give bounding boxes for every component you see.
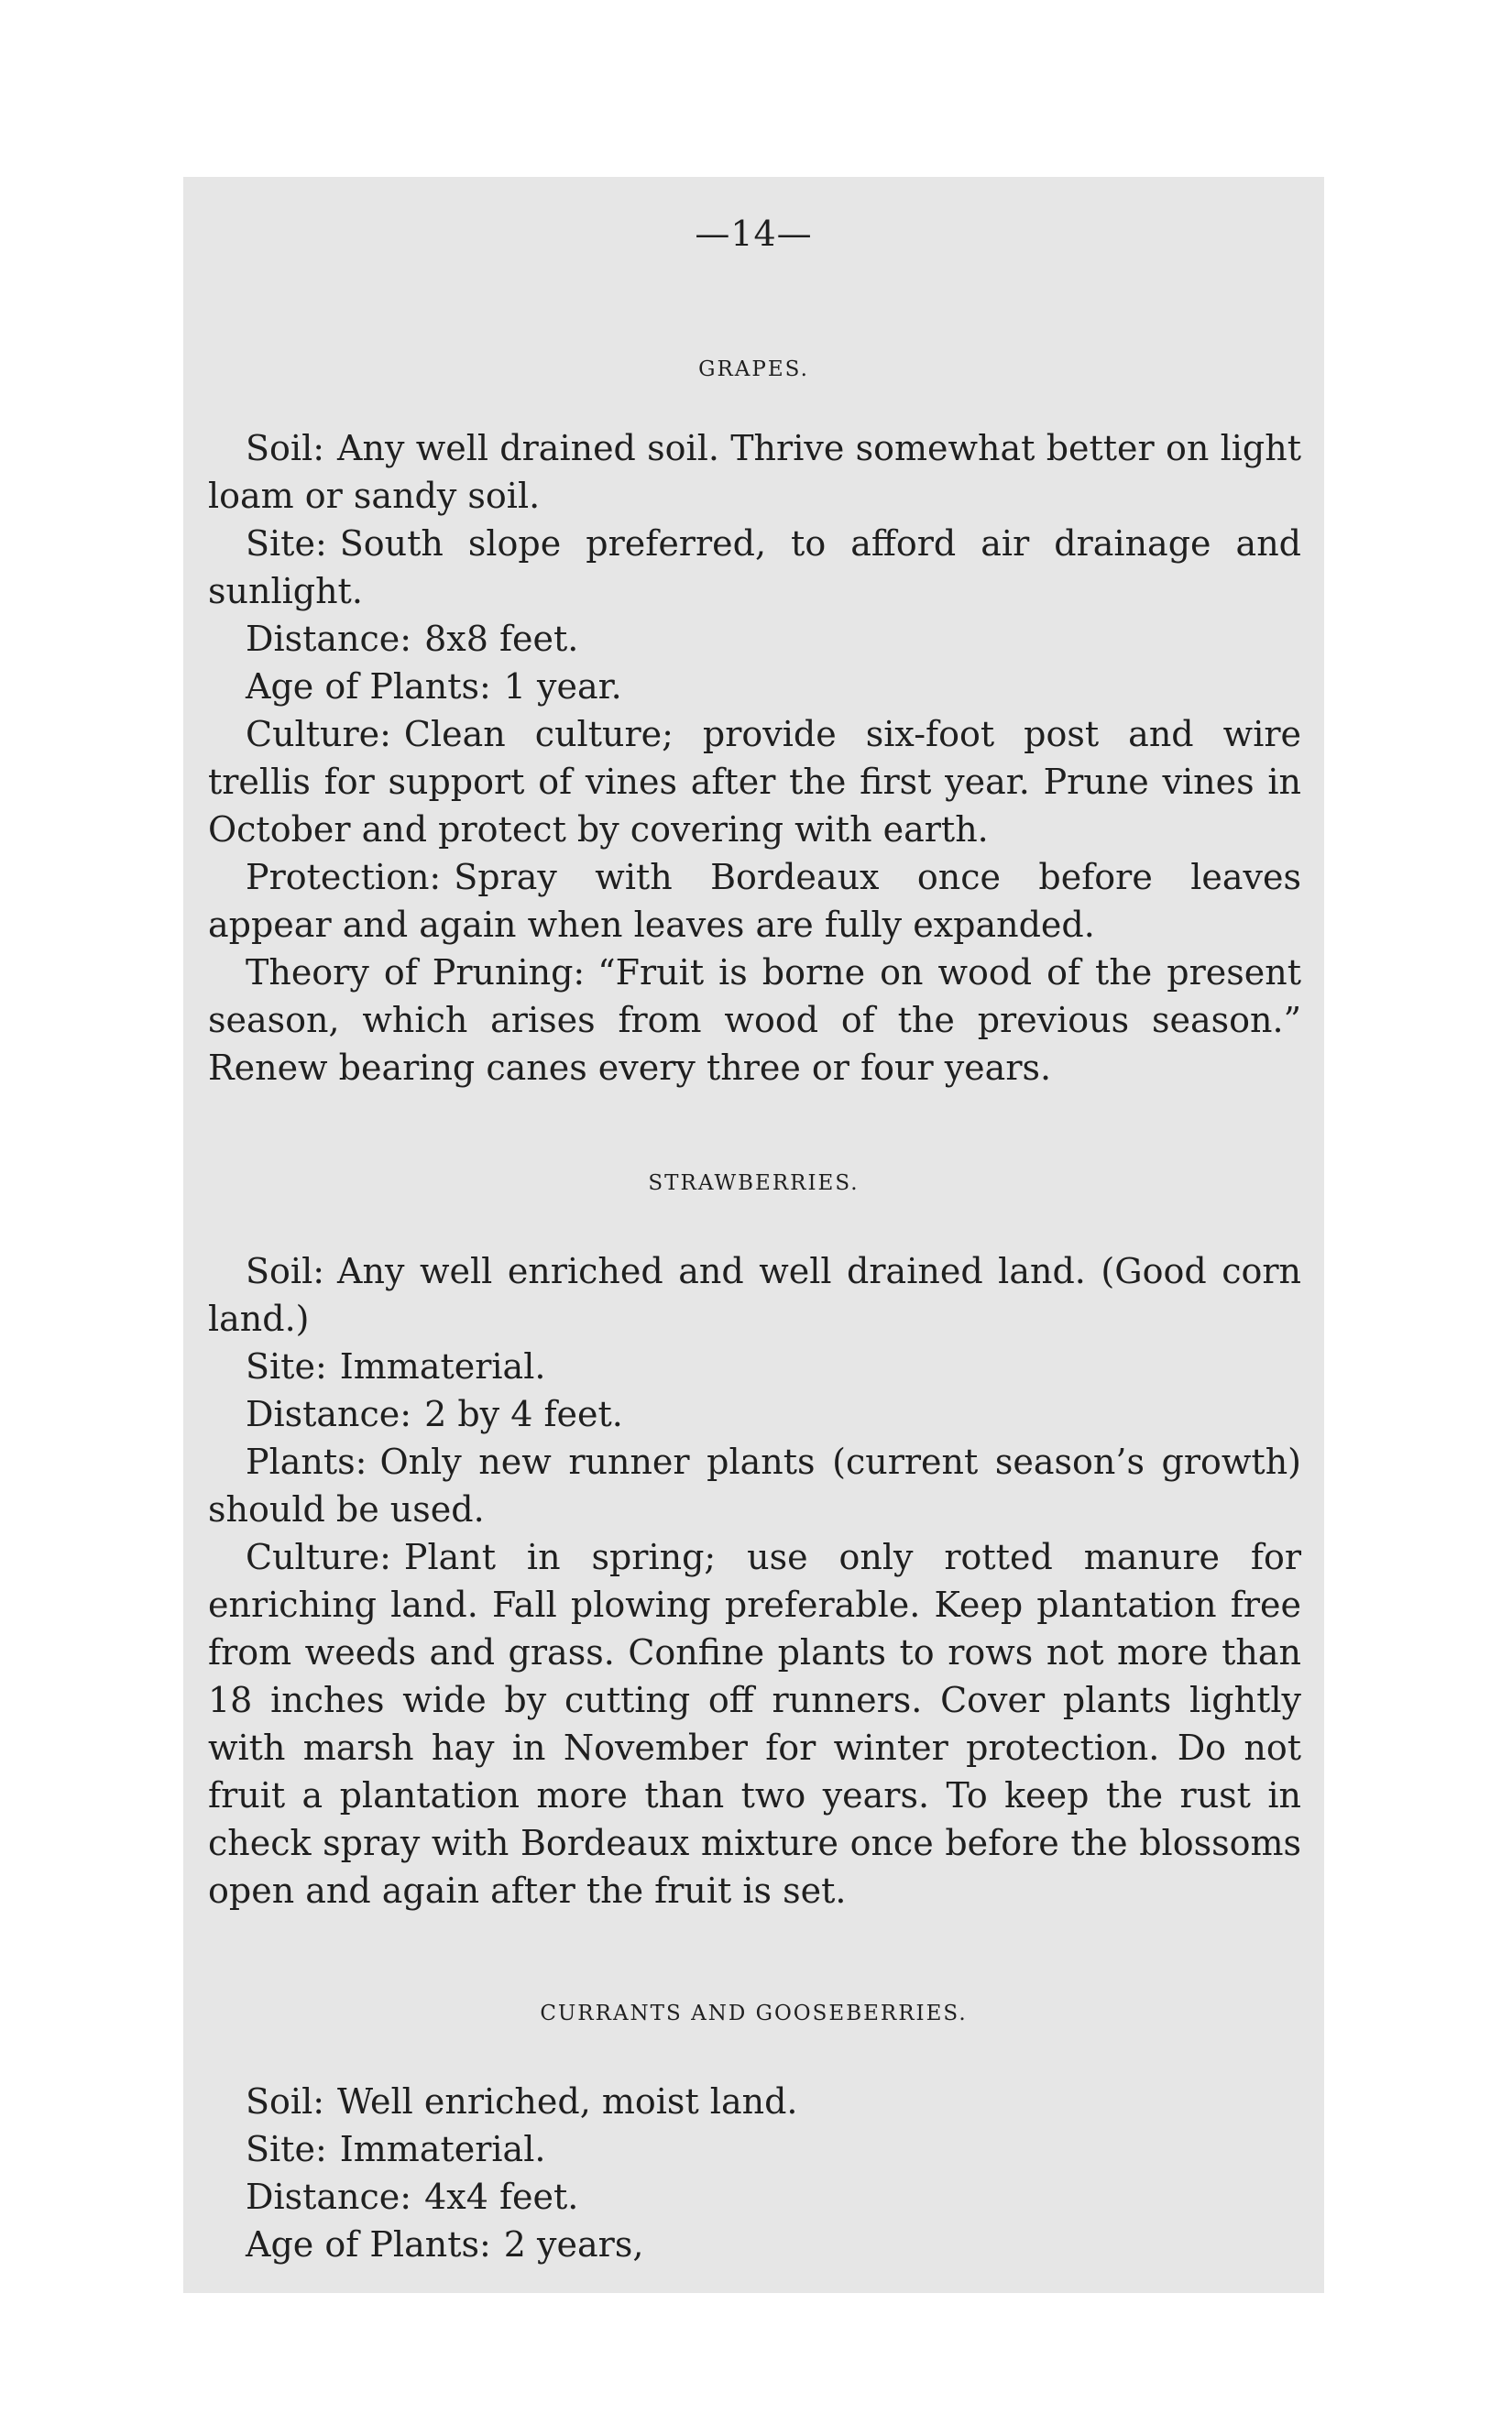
- entry-label: Protection:: [246, 857, 442, 897]
- entry-label: Distance:: [246, 2177, 412, 2217]
- section-heading-grapes: GRAPES.: [698, 357, 809, 381]
- entry-text: 4x4 feet.: [424, 2177, 579, 2217]
- section-grapes: [208, 424, 1301, 1092]
- entry-text: Any well enriched and well drained land. (Good corn land.): [208, 1251, 1301, 1339]
- entry-text: Only new runner plants (current season’s growth) should be used.: [208, 1442, 1301, 1530]
- entry-text: Any well drained soil. Thrive somewhat better on light loam or sandy soil.: [208, 428, 1301, 516]
- entry-label: Soil:: [246, 2081, 325, 2122]
- entry-grapes-soil: [208, 424, 1301, 520]
- entry-text: Immaterial.: [339, 1346, 546, 1387]
- entry-label: Age of Plants:: [246, 2224, 491, 2265]
- section-strawberries: [208, 1247, 1301, 1915]
- entry-text: Well enriched, moist land.: [337, 2081, 798, 2122]
- entry-text: “Fruit is borne on wood of the present season, which arises from wood of the previous season.” Renew bearing canes every three or four years.: [208, 952, 1301, 1088]
- entry-currants-age: [208, 2221, 1301, 2268]
- entry-text: 1 year.: [503, 666, 622, 707]
- entry-label: Plants:: [246, 1442, 367, 1482]
- entry-label: Distance:: [246, 619, 412, 659]
- entry-text: Spray with Bordeaux once before leaves appear and again when leaves are fully expanded.: [208, 857, 1301, 945]
- entry-text: South slope preferred, to afford air drainage and sunlight.: [208, 523, 1301, 611]
- entry-text: Plant in spring; use only rotted manure for enriching land. Fall plowing preferable. Keep plantation free from weeds and grass. Confine plants to rows not more than 18 inches wide by cutting off runners. Cover plants lightly with marsh hay in November for winter protection. Do not fruit a plantation more than two years. To keep the rust in check spray with Bordeaux mixture once before the blossoms open and again after the fruit is set.: [208, 1537, 1301, 1911]
- entry-label: Site:: [246, 1346, 327, 1387]
- entry-strawberries-plants: [208, 1438, 1301, 1533]
- entry-text: 8x8 feet.: [424, 619, 579, 659]
- entry-strawberries-soil: [208, 1247, 1301, 1343]
- entry-strawberries-culture: [208, 1533, 1301, 1915]
- entry-grapes-protection: [208, 853, 1301, 949]
- entry-label: Theory of Pruning:: [246, 952, 586, 993]
- entry-currants-site: [208, 2125, 1301, 2173]
- entry-label: Site:: [246, 523, 327, 564]
- entry-label: Culture:: [246, 1537, 391, 1577]
- entry-grapes-site: [208, 520, 1301, 615]
- entry-currants-soil: [208, 2078, 1301, 2125]
- section-heading-strawberries: STRAWBERRIES.: [648, 1171, 860, 1195]
- entry-label: Distance:: [246, 1394, 412, 1434]
- entry-text: Clean culture; provide six-foot post and wire trellis for support of vines after the first year. Prune vines in October and protect by covering with earth.: [208, 714, 1301, 850]
- entry-label: Age of Plants:: [246, 666, 491, 707]
- entry-label: Soil:: [246, 428, 325, 468]
- entry-label: Culture:: [246, 714, 391, 754]
- entry-text: 2 years,: [503, 2224, 644, 2265]
- entry-label: Soil:: [246, 1251, 325, 1291]
- entry-label: Site:: [246, 2129, 327, 2169]
- entry-grapes-distance: [208, 615, 1301, 663]
- entry-grapes-culture: [208, 710, 1301, 853]
- entry-text: 2 by 4 feet.: [424, 1394, 623, 1434]
- entry-strawberries-distance: [208, 1390, 1301, 1438]
- entry-grapes-pruning: [208, 949, 1301, 1092]
- section-currants: [208, 2078, 1301, 2268]
- entry-currants-distance: [208, 2173, 1301, 2221]
- book-page: [183, 177, 1324, 2293]
- section-heading-currants: CURRANTS AND GOOSEBERRIES.: [540, 2002, 968, 2025]
- entry-grapes-age: [208, 663, 1301, 710]
- page-number: —14—: [695, 214, 813, 254]
- entry-text: Immaterial.: [339, 2129, 546, 2169]
- entry-strawberries-site: [208, 1343, 1301, 1390]
